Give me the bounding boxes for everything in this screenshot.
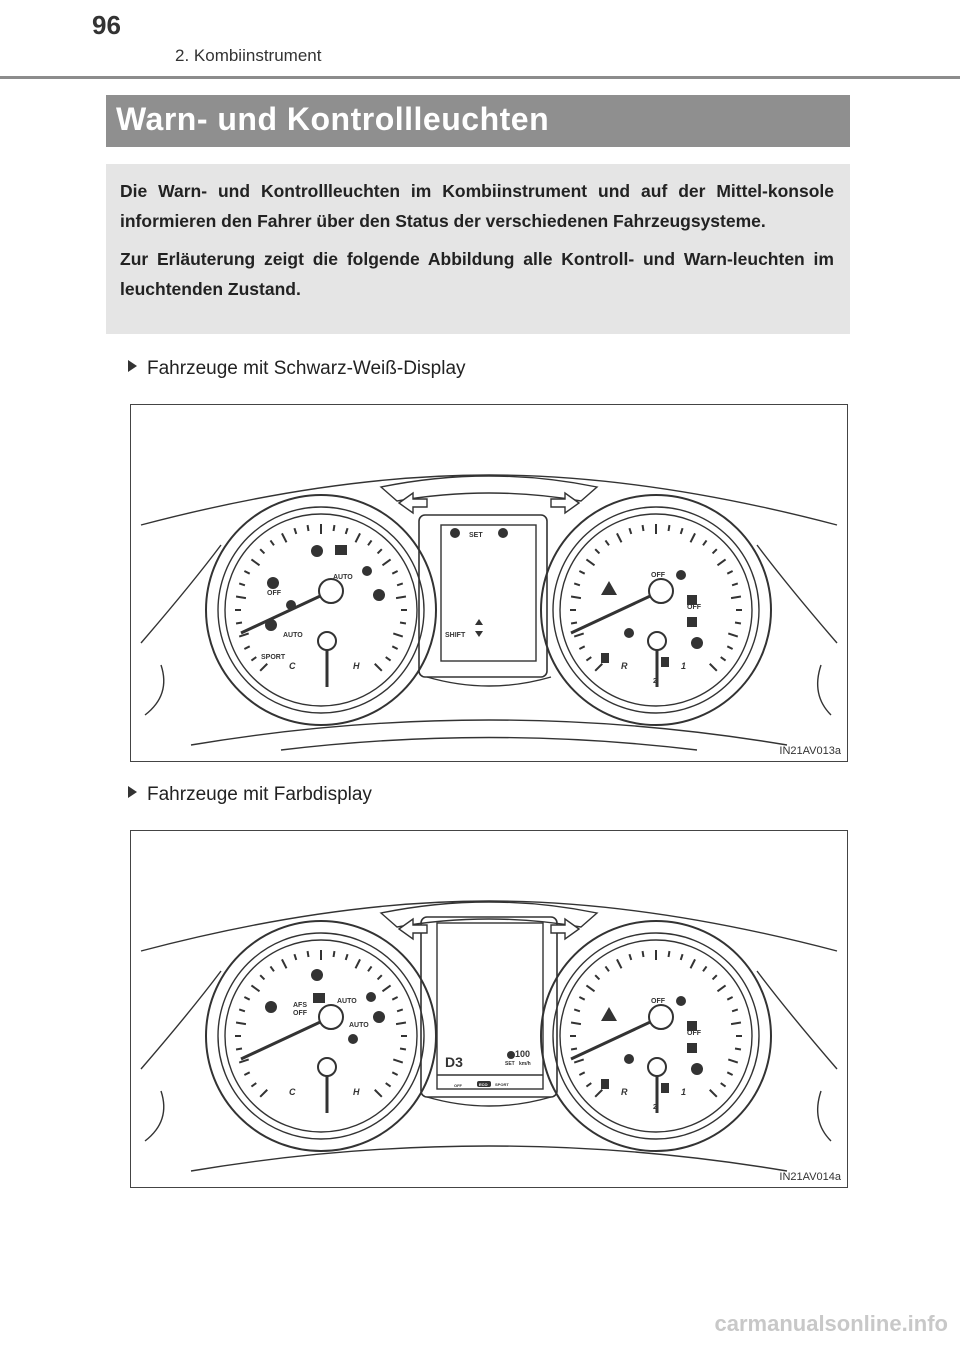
gauge-tick xyxy=(731,597,741,599)
figure-2-caption: Fahrzeuge mit Farbdisplay xyxy=(128,784,372,806)
gauge-tick xyxy=(270,540,274,545)
gauge-tick xyxy=(251,985,259,991)
gauge-tick xyxy=(574,1059,584,1062)
gauge-tick xyxy=(346,954,348,960)
gauge-tick xyxy=(251,657,256,661)
display-off: OFF xyxy=(454,1083,462,1088)
gauge-tick xyxy=(396,1023,406,1025)
gauge-tick xyxy=(239,1009,245,1011)
gauge-tick xyxy=(244,571,249,574)
gauge-tick xyxy=(735,623,741,624)
gauge-tick xyxy=(586,1083,591,1087)
gauge-tick xyxy=(239,1059,249,1062)
intro-box xyxy=(106,164,850,334)
header-divider xyxy=(0,76,960,79)
left-gauge-label: OFF xyxy=(267,590,281,597)
gauge-tick xyxy=(629,954,631,960)
gauge-tick xyxy=(691,959,696,968)
display-gear: D3 xyxy=(445,1054,463,1070)
gauge-tick xyxy=(260,549,264,553)
right-gauge-label: OFF xyxy=(651,998,665,1005)
gauge-tick xyxy=(378,549,382,553)
gauge-tick xyxy=(239,633,249,636)
gauge-tick xyxy=(397,1009,403,1011)
gauge-tick xyxy=(571,597,581,599)
display-eco: ECO xyxy=(479,1082,488,1087)
figure-code: IN21AV013a xyxy=(779,745,841,757)
gauge-tick xyxy=(251,559,259,565)
section-title: Warn- und Kontrollleuchten xyxy=(116,101,550,137)
display-set-label: SET xyxy=(469,532,483,539)
gauge-tick xyxy=(595,1090,602,1097)
gauge-tick xyxy=(703,540,707,545)
gauge-tick xyxy=(368,966,372,971)
left-gauge-label: AUTO xyxy=(349,1022,369,1029)
gauge-tick xyxy=(681,954,683,960)
gauge-tick xyxy=(727,646,732,649)
gauge-tick xyxy=(669,525,670,531)
gauge-tick xyxy=(735,1049,741,1050)
gauge-tick xyxy=(595,664,602,671)
left-gauge-label: AFS xyxy=(293,1002,307,1009)
figure-1-caption: Fahrzeuge mit Schwarz-Weiß-Display xyxy=(128,358,466,380)
gauge-tick xyxy=(728,633,738,636)
left-gauge-label: H xyxy=(353,1087,360,1097)
gauge-tick xyxy=(397,583,403,585)
page-header xyxy=(0,0,960,80)
gauge-tick xyxy=(400,623,406,624)
gauge-tick xyxy=(629,528,631,534)
gauge-tick xyxy=(574,1009,580,1011)
gauge-tick xyxy=(586,657,591,661)
gauge-tick xyxy=(574,583,580,585)
display-set: SET xyxy=(505,1061,515,1067)
gauge-tick xyxy=(294,528,296,534)
display-speed: 100 xyxy=(515,1049,531,1059)
gauge-tick xyxy=(236,597,246,599)
gauge-tick xyxy=(393,633,403,636)
gauge-tick xyxy=(375,1090,382,1097)
gauge-tick xyxy=(691,533,696,542)
figure-code: IN21AV014a xyxy=(779,1171,841,1183)
instrument-cluster-bw-illustration xyxy=(131,405,847,761)
gauge-tick xyxy=(400,1049,406,1050)
gauge-tick xyxy=(571,1023,581,1025)
gauge-tick xyxy=(294,954,296,960)
gauge-tick xyxy=(713,549,717,553)
gauge-tick xyxy=(386,657,391,661)
left-gauge-label: AUTO xyxy=(337,998,357,1005)
gauge-tick xyxy=(586,559,594,565)
gauge-tick xyxy=(571,623,577,624)
gauge-tick xyxy=(382,559,390,565)
gauge-tick xyxy=(368,540,372,545)
gauge-tick xyxy=(308,525,309,531)
right-gauge-label: 1 xyxy=(681,661,687,671)
gauge-tick xyxy=(732,1009,738,1011)
gauge-tick xyxy=(721,657,726,661)
gauge-tick xyxy=(579,1072,584,1075)
gauge-tick xyxy=(728,1059,738,1062)
left-gauge-label: OFF xyxy=(293,1010,307,1017)
section-title-bar xyxy=(106,95,850,147)
gauge-tick xyxy=(579,646,584,649)
gauge-tick xyxy=(579,571,584,574)
gauge-tick xyxy=(375,664,382,671)
triangle-bullet-icon xyxy=(128,360,137,372)
gauge-tick xyxy=(244,646,249,649)
figure-2 xyxy=(130,830,848,1188)
display-shift-label: SHIFT xyxy=(445,632,466,639)
gauge-tick xyxy=(393,1059,403,1062)
gauge-tick xyxy=(595,975,599,979)
left-gauge-label: AUTO xyxy=(333,574,353,581)
left-gauge-label: C xyxy=(289,661,296,671)
gauge-tick xyxy=(251,1083,256,1087)
left-gauge-label: AUTO xyxy=(283,632,303,639)
page-number: 96 xyxy=(92,10,121,40)
gauge-tick xyxy=(392,646,397,649)
instrument-cluster-color-illustration xyxy=(131,831,847,1187)
right-gauge-label: 2 xyxy=(653,1104,657,1111)
gauge-tick xyxy=(710,1090,717,1097)
intro-paragraph-1: Die Warn- und Kontrollleuchten im Kombiinstrument und auf der Mittel-konsole informieren den Fahrer über den Status der verschiedenen Fahrzeugsysteme. xyxy=(120,181,834,231)
gauge-tick xyxy=(236,1023,246,1025)
gauge-tick xyxy=(727,1072,732,1075)
gauge-tick xyxy=(586,985,594,991)
gauge-tick xyxy=(239,583,245,585)
gauge-tick xyxy=(236,1049,242,1050)
gauge-tick xyxy=(386,1083,391,1087)
gauge-tick xyxy=(643,525,644,531)
gauge-tick xyxy=(334,951,335,957)
gauge-tick xyxy=(260,664,267,671)
gauge-tick xyxy=(396,597,406,599)
gauge-tick xyxy=(727,571,732,574)
right-gauge-label: OFF xyxy=(687,604,701,611)
gauge-tick xyxy=(334,525,335,531)
chapter-title: 2. Kombiinstrument xyxy=(175,46,322,65)
gauge-tick xyxy=(717,985,725,991)
gauge-tick xyxy=(356,959,361,968)
figure-1 xyxy=(130,404,848,762)
gauge-tick xyxy=(732,583,738,585)
left-gauge-label: SPORT xyxy=(261,654,286,661)
gauge-tick xyxy=(617,533,622,542)
gauge-tick xyxy=(643,951,644,957)
right-gauge-label: OFF xyxy=(687,1030,701,1037)
right-gauge-label: 2 xyxy=(653,678,657,685)
display-sport: SPORT xyxy=(495,1082,509,1087)
gauge-tick xyxy=(669,951,670,957)
right-gauge-label: R xyxy=(621,661,628,671)
display-unit: km/h xyxy=(519,1061,531,1067)
gauge-tick xyxy=(703,966,707,971)
gauge-tick xyxy=(605,966,609,971)
gauge-tick xyxy=(579,997,584,1000)
gauge-tick xyxy=(727,997,732,1000)
right-gauge-label: 1 xyxy=(681,1087,687,1097)
watermark: carmanualsonline.info xyxy=(714,1311,948,1336)
gauge-tick xyxy=(731,1023,741,1025)
gauge-tick xyxy=(244,1072,249,1075)
gauge-tick xyxy=(282,533,287,542)
gauge-tick xyxy=(270,966,274,971)
gauge-tick xyxy=(721,1083,726,1087)
gauge-tick xyxy=(717,559,725,565)
intro-paragraph-2: Zur Erläuterung zeigt die folgende Abbildung alle Kontroll- und Warn-leuchten im leuchtenden Zustand. xyxy=(120,249,834,299)
gauge-tick xyxy=(605,540,609,545)
gauge-tick xyxy=(617,959,622,968)
gauge-tick xyxy=(346,528,348,534)
gauge-tick xyxy=(595,549,599,553)
gauge-tick xyxy=(260,1090,267,1097)
gauge-tick xyxy=(710,664,717,671)
gauge-tick xyxy=(392,997,397,1000)
gauge-tick xyxy=(356,533,361,542)
gauge-tick xyxy=(713,975,717,979)
gauge-tick xyxy=(236,623,242,624)
gauge-tick xyxy=(574,633,584,636)
gauge-tick xyxy=(260,975,264,979)
right-gauge-label: R xyxy=(621,1087,628,1097)
gauge-tick xyxy=(392,1072,397,1075)
left-gauge-label: H xyxy=(353,661,360,671)
gauge-tick xyxy=(382,985,390,991)
gauge-tick xyxy=(378,975,382,979)
gauge-tick xyxy=(392,571,397,574)
gauge-tick xyxy=(244,997,249,1000)
gauge-tick xyxy=(571,1049,577,1050)
gauge-tick xyxy=(308,951,309,957)
gauge-tick xyxy=(681,528,683,534)
right-gauge-label: OFF xyxy=(651,572,665,579)
gauge-tick xyxy=(282,959,287,968)
triangle-bullet-icon xyxy=(128,786,137,798)
left-gauge-label: C xyxy=(289,1087,296,1097)
